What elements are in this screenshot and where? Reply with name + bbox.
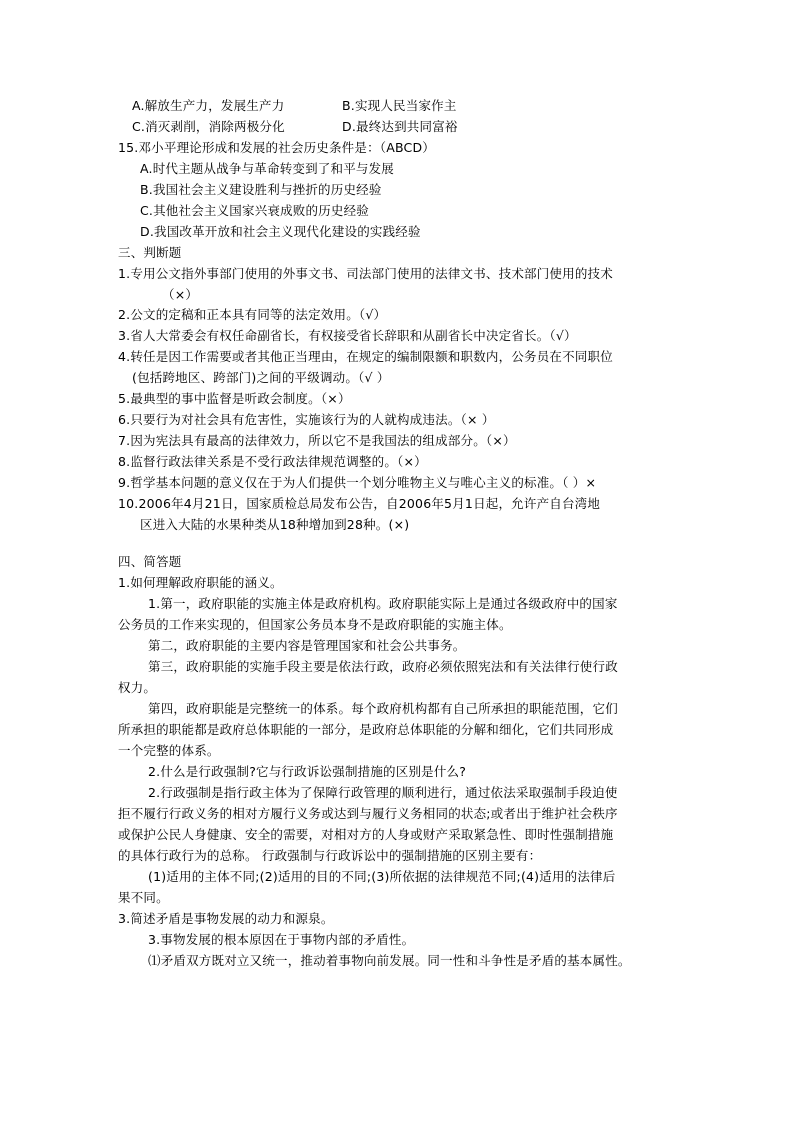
q14-option-c: C.消灭剥削，消除两极分化 [132,119,285,134]
sa-q3-title: 3.简述矛盾是事物发展的动力和源泉。 [118,911,334,926]
judgment-item-7: 7.因为宪法具有最高的法律效力，所以它不是我国法的组成部分。（×） [118,433,516,448]
sa-q2-line5: (1)适用的主体不同;(2)适用的目的不同;(3)所依据的法律规范不同;(4)适用的法律后 [148,869,616,884]
judgment-item-3: 3.省人大常委会有权任命副省长，有权接受省长辞职和从副省长中决定省长。（√） [118,328,577,343]
q15-option-d: D.我国改革开放和社会主义现代化建设的实践经验 [140,224,421,239]
section-judgment-heading: 三、判断题 [118,245,182,260]
judgment-item-2: 2.公文的定稿和正本具有同等的法定效用。（√） [118,307,387,322]
q15-option-c: C.其他社会主义国家兴衰成败的历史经验 [140,203,370,218]
sa-q2-line3: 或保护公民人身健康、安全的需要，对相对方的人身或财产采取紧急性、即时性强制措施 [118,827,614,842]
q14-option-d: D.最终达到共同富裕 [342,119,458,134]
judgment-item-5: 5.最典型的事中监督是听政会制度。（×） [118,391,351,406]
judgment-item-4-line-1: 4.转任是因工作需要或者其他正当理由，在规定的编制限额和职数内，公务员在不同职位 [118,349,613,364]
sa-q1-para1-line2: 公务员的工作来实现的，但国家公务员本身不是政府职能的实施主体。 [118,617,512,632]
q15-text: 15.邓小平理论形成和发展的社会历史条件是：（ABCD） [118,140,435,155]
sa-q3-line2: ⑴矛盾双方既对立又统一，推动着事物向前发展。同一性和斗争性是矛盾的基本属性。 [148,953,631,968]
sa-q1-para3-line1: 第三，政府职能的实施手段主要是依法行政，政府必须依照宪法和有关法律行使行政 [148,659,618,674]
sa-q1-para4-line3: 一个完整的体系。 [118,743,220,758]
judgment-item-10-line-2: 区进入大陆的水果种类从18种增加到28种。(×) [140,517,410,532]
judgment-item-9: 9.哲学基本问题的意义仅在于为人们提供一个划分唯物主义与唯心主义的标准。（ ）× [118,475,597,490]
sa-q1-para2: 第二，政府职能的主要内容是管理国家和社会公共事务。 [148,638,466,653]
sa-q2-line2: 拒不履行行政义务的相对方履行义务或达到与履行义务相同的状态;或者出于维护社会秩序 [118,806,618,821]
judgment-item-1-line-1: 1.专用公文指外事部门使用的外事文书、司法部门使用的法律文书、技术部门使用的技术 [118,266,613,281]
section-short-answer-heading: 四、简答题 [118,554,182,569]
sa-q1-para4-line1: 第四，政府职能是完整统一的体系。每个政府机构都有自己所承担的职能范围，它们 [148,701,618,716]
sa-q1-title: 1.如何理解政府职能的涵义。 [118,575,283,590]
q14-option-b: B.实现人民当家作主 [342,98,457,113]
q15-option-a: A.时代主题从战争与革命转变到了和平与发展 [140,161,395,176]
sa-q2-line1: 2.行政强制是指行政主体为了保障行政管理的顺利进行，通过依法采取强制手段迫使 [148,785,618,800]
q15-option-b: B.我国社会主义建设胜利与挫折的历史经验 [140,182,382,197]
judgment-item-10-line-1: 10.2006年4月21日，国家质检总局发布公告，自2006年5月1日起，允许产自台湾地 [118,496,601,511]
sa-q2-line6: 果不同。 [118,890,169,905]
sa-q1-para3-line2: 权力。 [118,680,157,695]
judgment-item-8: 8.监督行政法律关系是不受行政法律规范调整的。（×） [118,454,427,469]
sa-q1-para1-line1: 1.第一，政府职能的实施主体是政府机构。政府职能实际上是通过各级政府中的国家 [148,596,618,611]
sa-q2-line4: 的具体行政行为的总称。 行政强制与行政诉讼中的强制措施的区别主要有： [118,848,542,863]
judgment-item-6: 6.只要行为对社会具有危害性，实施该行为的人就构成违法。（× ） [118,412,495,427]
sa-q2-title: 2.什么是行政强制?它与行政诉讼强制措施的区别是什么? [148,764,467,779]
sa-q1-para4-line2: 所承担的职能都是政府总体职能的一部分，是政府总体职能的分解和细化，它们共同形成 [118,722,614,737]
judgment-item-4-line-2: (包括跨地区、跨部门)之间的平级调动。（√ ） [132,370,390,385]
sa-q3-line1: 3.事物发展的根本原因在于事物内部的矛盾性。 [148,932,415,947]
judgment-item-1-line-2: （×） [162,287,199,302]
q14-option-a: A.解放生产力，发展生产力 [132,98,285,113]
